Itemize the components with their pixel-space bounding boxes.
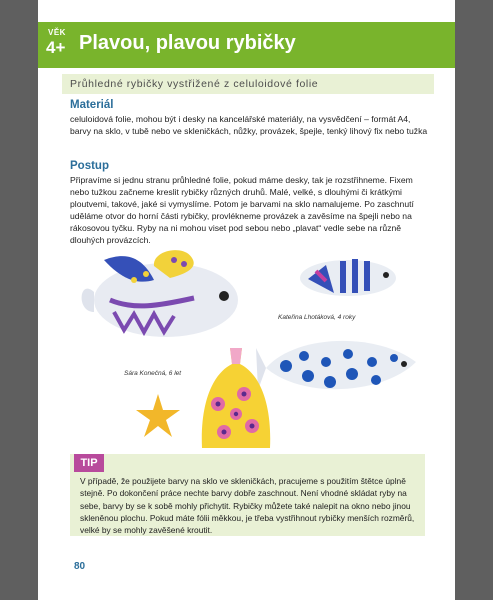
postup-text xyxy=(70,174,428,246)
tip-label: TIP xyxy=(74,454,104,472)
painted-fish-dotted-illustration xyxy=(256,328,424,406)
page-number: 80 xyxy=(74,561,86,572)
age-label: VĚK xyxy=(48,28,66,37)
painted-fish-large-illustration xyxy=(74,240,244,350)
page-title: Plavou, plavou rybičky xyxy=(79,32,296,54)
material-heading: Materiál xyxy=(70,99,114,111)
painted-fish-small-illustration xyxy=(296,253,401,303)
chapter-header-bar xyxy=(38,22,455,68)
age-value: 4+ xyxy=(46,38,66,57)
material-text xyxy=(70,113,428,137)
credit-left: Sára Konečná, 6 let xyxy=(124,370,182,377)
postup-paragraph: Připravíme si jednu stranu průhledné folie, pokud máme desky, tak je rozstřihneme. Fixem nebo tužkou začneme kreslit rybičky různých druhů. Malé, velké, s dlouhými či krátkými ploutvemi, takové, jaké si vymyslíme. Potom je barvami na sklo namalujeme. Po zaschnutí uděláme otvor do horní části rybičky, provlékneme provázek a zavěsíme na špejli nebo na rákosovou tyčku. Ryby na ni mohou viset pod sebou nebo „plavat“ vedle sebe na různě dlouhých provázcích. xyxy=(70,175,414,245)
credit-right: Kateřina Lhotáková, 4 roky xyxy=(278,314,356,321)
book-page xyxy=(38,0,455,600)
material-paragraph: celuloidová folie, mohou být i desky na kancelářské materiály, na vysvědčení – formát A4, barvy na sklo, v tubě nebo ve skleničkách, nůžky, provázek, špejle, tenký lihový fix nebo tužka xyxy=(70,114,428,136)
painted-yellow-flower-fish-illustration xyxy=(196,344,276,454)
postup-heading: Postup xyxy=(70,160,109,172)
painted-star-illustration xyxy=(134,392,182,440)
page-subtitle: Průhledné rybičky vystřižené z celuloidové folie xyxy=(62,74,434,94)
tip-text: V případě, že použijete barvy na sklo ve skleničkách, pracujeme s použitím štětce úplně stejně. Po dokončení práce nechte barvy dobře zaschnout. Není vhodné skládat ryby na sebe, barvy by se k sobě mohly přichytit. Rybičky můžete také nalepit na okno nebo jinou skleněnou plochu. Pokud máte fólii měkkou, je třeba vystřihnout rybičky menších rozměrů, velké by se mohly zavěšené kroutit. xyxy=(80,476,415,536)
